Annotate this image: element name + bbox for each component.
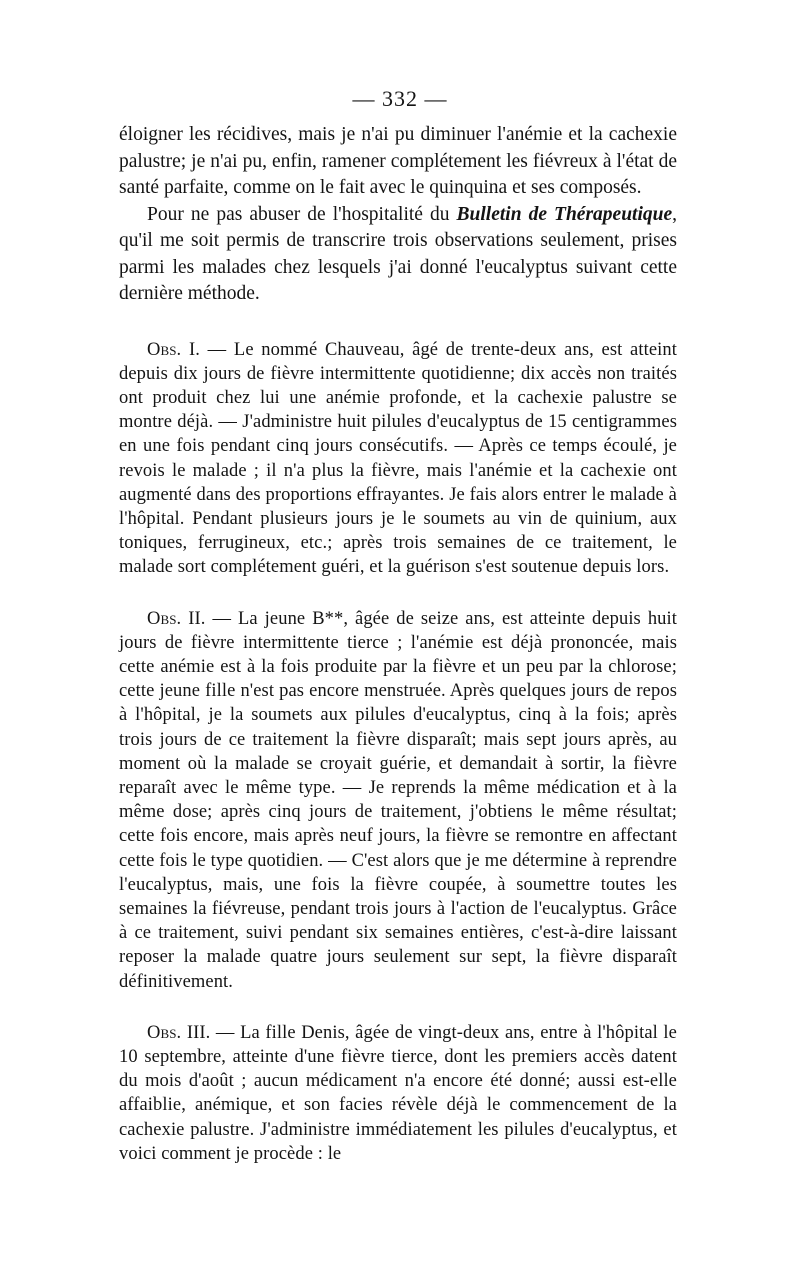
observation-1 xyxy=(119,338,677,580)
observation-3-text: — La fille Denis, âgée de vingt-deux ans, entre à l'hôpital le 10 septembre, atteinte d'une fièvre tierce, dont les premiers accès datent du mois d'août ; aucun médicament n'a encore été donné; aussi est-elle affaiblie, anémique, et son facies révèle déjà le commencement de la cachexie palustre. J'administre immédiatement les pilules d'eucalyptus, et voici comment je procède : le xyxy=(119,1022,677,1164)
observation-3-label: Obs. III. xyxy=(147,1022,211,1043)
paragraph-1: éloigner les récidives, mais je n'ai pu diminuer l'anémie et la cachexie palustre; je n'ai pu, enfin, ramener complétement les fiévreux à l'état de santé parfaite, comme on le fait avec le quinquina et ses composés. xyxy=(119,124,677,198)
paragraph-2-text-start: Pour ne pas abuser de l'hospitalité du xyxy=(147,203,457,225)
observation-2-text: — La jeune B**, âgée de seize ans, est atteinte depuis huit jours de fièvre intermittente tierce ; l'anémie est déjà prononcée, mais cette anémie est à la fois produite par la fièvre et un peu par la chlorose; cette jeune fille n'est pas encore menstruée. Après quelques jours de repos à l'hôpital, je la soumets aux pilules d'eucalyptus, cinq à la fois; après trois jours de ce traitement la fièvre disparaît; mais sept jours après, au moment où la malade se croyait guérie, et demandait à sortir, la fièvre reparaît avec le même type. — Je reprends la même médication et à la même dose; après cinq jours de traitement, j'obtiens le même résultat; cette fois encore, mais après neuf jours, la fièvre se remontre en affectant cette fois le type quotidien. — C'est alors que je me détermine à reprendre l'eucalyptus, mais, une fois la fièvre coupée, à soumettre toutes les semaines la fiévreuse, pendant trois jours à l'action de l'eucalyptus. Grâce à ce traitement, suivi pendant six semaines entières, c'est-à-dire laissant reposer la malade quatre jours seulement sur sept, la fièvre disparaît définitivement. xyxy=(119,608,677,992)
paragraph-2 xyxy=(119,202,677,308)
observation-1-label: Obs. I. xyxy=(147,339,200,360)
observation-3 xyxy=(119,1021,677,1166)
journal-title: Bulletin de Thérapeutique xyxy=(456,203,673,225)
page-number: — 332 — xyxy=(352,86,448,111)
observation-2 xyxy=(119,607,677,994)
body-text xyxy=(119,122,677,1166)
paragraph-2-text-end: , qu'il me soit permis de transcrire trois observations seulement, prises parmi les malades chez lesquels j'ai donné l'eucalyptus suivant cette dernière méthode. xyxy=(119,203,678,304)
observation-2-label: Obs. II. xyxy=(147,608,206,629)
observation-1-text: — Le nommé Chauveau, âgé de trente-deux ans, est atteint depuis dix jours de fièvre intermittente quotidienne; dix accès non traités ont produit chez lui une anémie profonde, et la cachexie palustre se montre déjà. — J'administre huit pilules d'eucalyptus de 15 centigrammes en une fois pendant cinq jours consécutifs. — Après ce temps écoulé, je revois le malade ; il n'a plus la fièvre, mais l'anémie et la cachexie ont augmenté dans des proportions effrayantes. Je fais alors entrer le malade à l'hôpital. Pendant plusieurs jours je le soumets au vin de quinium, aux toniques, ferrugineux, etc.; après trois semaines de ce traitement, le malade sort complétement guéri, et la guérison s'est soutenue depuis lors. xyxy=(119,339,677,578)
